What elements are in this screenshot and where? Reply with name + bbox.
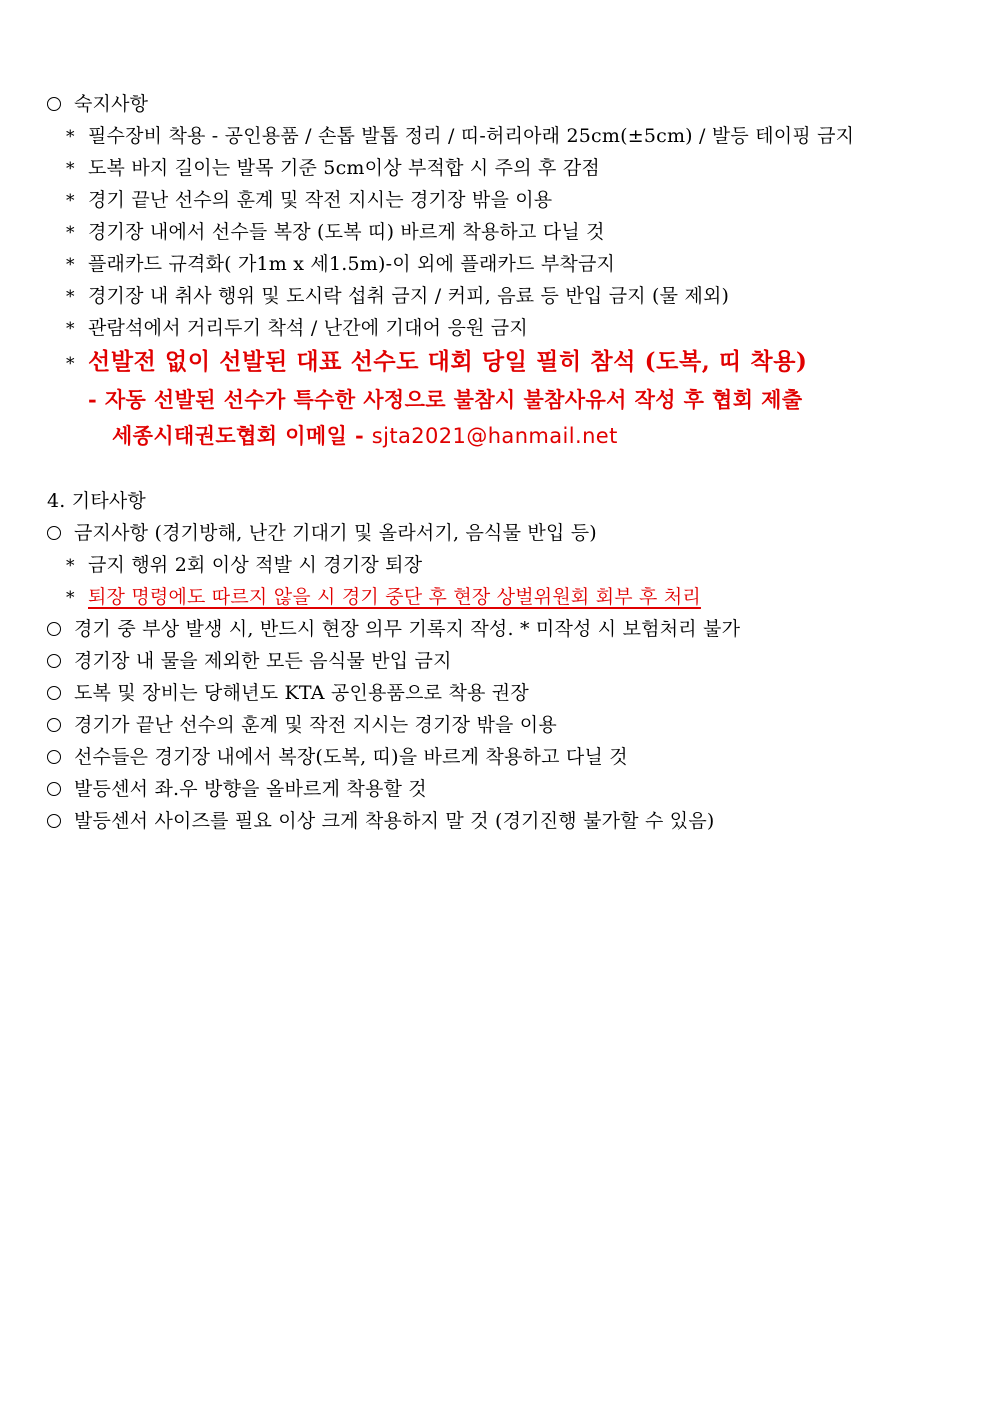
list-item-text: 경기장 내 물을 제외한 모든 음식물 반입 금지 [74, 650, 452, 672]
list-item-text: 선수들은 경기장 내에서 복장(도복, 띠)을 바르게 착용하고 다닐 것 [74, 746, 628, 768]
asterisk-bullet-icon: * [66, 354, 76, 374]
circle-bullet-icon [47, 654, 61, 668]
asterisk-bullet-icon: * [66, 127, 75, 147]
list-item [47, 776, 427, 802]
notice-item-text: 경기장 내 취사 행위 및 도시락 섭취 금지 / 커피, 음료 등 반입 금지 (물 제외) [88, 285, 730, 307]
highlight-notice-text: 선발전 없이 선발된 대표 선수도 대회 당일 필히 참석 (도복, 띠 착용) [88, 348, 808, 375]
notice-item-text: 경기 끝난 선수의 훈계 및 작전 지시는 경기장 밖을 이용 [88, 189, 553, 211]
list-item [47, 712, 557, 738]
list-item [47, 616, 740, 642]
notice-item [66, 251, 615, 278]
notice-heading: 숙지사항 [74, 93, 149, 115]
notice-item-text: 도복 바지 길이는 발목 기준 5cm이상 부적합 시 주의 후 감점 [88, 157, 600, 179]
asterisk-bullet-icon: * [66, 255, 75, 275]
list-item [47, 680, 529, 706]
asterisk-bullet-icon: * [66, 588, 75, 608]
notice-item-text: 필수장비 착용 - 공인용품 / 손톱 발톱 정리 / 띠-허리아래 25cm(±5cm) / 발등 테이핑 금지 [88, 125, 855, 147]
prohibited-item [66, 552, 422, 579]
asterisk-bullet-icon: * [66, 223, 75, 243]
notice-item-text: 플래카드 규격화( 가1m x 세1.5m)-이 외에 플래카드 부착금지 [88, 253, 616, 275]
prohibited-item-text: 퇴장 명령에도 따르지 않을 시 경기 중단 후 현장 상벌위원회 회부 후 처리 [88, 586, 701, 608]
email-address: sjta2021@hanmail.net [371, 424, 618, 448]
highlight-subnote [88, 387, 803, 413]
highlight-email-line [112, 423, 618, 449]
circle-bullet-icon [47, 622, 61, 636]
list-item [47, 744, 628, 770]
notice-item [66, 219, 605, 246]
list-item [47, 808, 714, 834]
circle-bullet-icon [47, 782, 61, 796]
circle-bullet-icon [47, 526, 61, 540]
prohibited-heading-line [47, 520, 597, 546]
circle-bullet-icon [47, 750, 61, 764]
list-item-text: 발등센서 좌.우 방향을 올바르게 착용할 것 [74, 778, 427, 800]
prohibited-item-text: 금지 행위 2회 이상 적발 시 경기장 퇴장 [88, 554, 423, 576]
notice-item [66, 315, 528, 342]
prohibited-item [66, 584, 701, 611]
asterisk-bullet-icon: * [66, 319, 75, 339]
list-item [47, 648, 452, 674]
notice-item [66, 123, 854, 150]
notice-item [66, 187, 552, 214]
asterisk-bullet-icon: * [66, 556, 75, 576]
prohibited-heading: 금지사항 (경기방해, 난간 기대기 및 올라서기, 음식물 반입 등) [74, 522, 597, 544]
asterisk-bullet-icon: * [66, 287, 75, 307]
circle-bullet-icon [47, 97, 61, 111]
list-item-text: 경기 중 부상 발생 시, 반드시 현장 의무 기록지 작성. * 미작성 시 보험처리 불가 [74, 618, 741, 640]
list-item-text: 경기가 끝난 선수의 훈계 및 작전 지시는 경기장 밖을 이용 [74, 714, 557, 736]
list-item-text: 발등센서 사이즈를 필요 이상 크게 착용하지 말 것 (경기진행 불가할 수 있음) [74, 810, 715, 832]
list-item-text: 도복 및 장비는 당해년도 KTA 공인용품으로 착용 권장 [74, 682, 529, 704]
notice-item-text: 관람석에서 거리두기 착석 / 난간에 기대어 응원 금지 [88, 317, 528, 339]
asterisk-bullet-icon: * [66, 159, 75, 179]
highlight-subnote-text: - 자동 선발된 선수가 특수한 사정으로 불참시 불참사유서 작성 후 협회 제출 [88, 387, 803, 412]
highlight-notice [66, 347, 808, 379]
notice-item-text: 경기장 내에서 선수들 복장 (도복 띠) 바르게 착용하고 다닐 것 [88, 221, 605, 243]
notice-item [66, 155, 600, 182]
asterisk-bullet-icon: * [66, 191, 75, 211]
circle-bullet-icon [47, 814, 61, 828]
circle-bullet-icon [47, 718, 61, 732]
notice-item [66, 283, 729, 310]
circle-bullet-icon [47, 686, 61, 700]
section-title [47, 488, 146, 514]
notice-heading-line [47, 91, 148, 117]
email-label: 세종시태권도협회 이메일 - [112, 423, 372, 448]
section-title-text: 4. 기타사항 [47, 490, 146, 512]
